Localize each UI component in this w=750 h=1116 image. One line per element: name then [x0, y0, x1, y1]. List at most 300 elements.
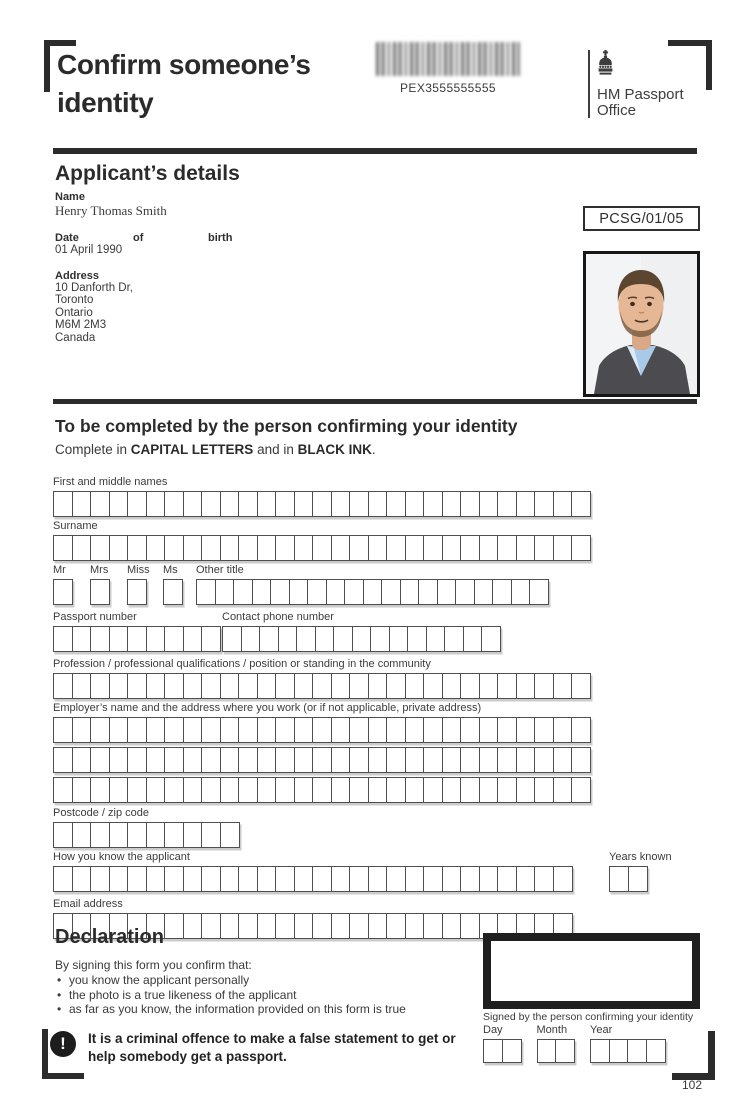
applicant-photo [583, 251, 700, 397]
char-box[interactable] [389, 626, 409, 652]
char-box[interactable] [460, 491, 480, 517]
ms-checkbox [163, 579, 183, 605]
address-line: Ontario [55, 306, 93, 319]
char-box[interactable] [479, 673, 499, 699]
char-box[interactable] [553, 747, 573, 773]
field-profession [53, 658, 697, 699]
char-box[interactable] [72, 535, 92, 561]
char-box[interactable] [442, 717, 462, 743]
char-box[interactable] [238, 717, 258, 743]
char-box[interactable] [127, 777, 147, 803]
char-box[interactable] [534, 673, 554, 699]
char-box[interactable] [201, 747, 221, 773]
instruction-black-ink: BLACK INK [297, 442, 372, 457]
char-box[interactable] [312, 535, 332, 561]
char-box[interactable] [183, 673, 203, 699]
char-box[interactable] [386, 777, 406, 803]
char-box[interactable] [423, 866, 443, 892]
char-box[interactable] [628, 866, 648, 892]
char-box[interactable] [238, 866, 258, 892]
char-box[interactable] [53, 777, 73, 803]
char-box[interactable] [442, 491, 462, 517]
char-box[interactable] [164, 777, 184, 803]
char-box[interactable] [534, 747, 554, 773]
char-box[interactable] [164, 822, 184, 848]
char-box[interactable] [516, 491, 536, 517]
char-box[interactable] [72, 777, 92, 803]
char-box[interactable] [163, 579, 183, 605]
page-title-line1: Confirm someone’s [57, 49, 311, 80]
char-box[interactable] [460, 717, 480, 743]
char-box[interactable] [516, 747, 536, 773]
char-box[interactable] [294, 717, 314, 743]
char-box[interactable] [275, 535, 295, 561]
char-box[interactable] [90, 673, 110, 699]
char-box[interactable] [164, 747, 184, 773]
char-box[interactable] [479, 491, 499, 517]
char-box[interactable] [238, 535, 258, 561]
char-box[interactable] [386, 535, 406, 561]
char-box[interactable] [307, 579, 327, 605]
char-box[interactable] [609, 866, 629, 892]
char-box[interactable] [270, 579, 290, 605]
char-box[interactable] [259, 626, 279, 652]
char-box[interactable] [53, 673, 73, 699]
char-box[interactable] [368, 535, 388, 561]
char-box[interactable] [442, 777, 462, 803]
char-box[interactable] [201, 673, 221, 699]
char-box[interactable] [407, 626, 427, 652]
char-box[interactable] [127, 579, 147, 605]
char-box[interactable] [479, 777, 499, 803]
name-value: Henry Thomas Smith [55, 203, 167, 218]
char-box[interactable] [492, 579, 512, 605]
char-box[interactable] [497, 535, 517, 561]
char-box[interactable] [312, 777, 332, 803]
char-box[interactable] [386, 866, 406, 892]
char-box[interactable] [534, 777, 554, 803]
char-box[interactable] [344, 579, 364, 605]
char-box[interactable] [220, 491, 240, 517]
char-box[interactable] [400, 579, 420, 605]
char-box[interactable] [312, 717, 332, 743]
char-box[interactable] [109, 491, 129, 517]
char-box[interactable] [109, 535, 129, 561]
char-box[interactable] [312, 491, 332, 517]
char-box[interactable] [109, 626, 129, 652]
char-box[interactable] [146, 626, 166, 652]
char-box[interactable] [164, 626, 184, 652]
char-box[interactable] [275, 747, 295, 773]
char-box[interactable] [275, 673, 295, 699]
char-box[interactable] [386, 717, 406, 743]
char-box[interactable] [553, 866, 573, 892]
char-box[interactable] [381, 579, 401, 605]
logo-line1: HM Passport [597, 86, 684, 103]
char-box[interactable] [90, 777, 110, 803]
char-box[interactable] [333, 626, 353, 652]
char-box[interactable] [349, 535, 369, 561]
char-box[interactable] [442, 866, 462, 892]
char-box[interactable] [183, 491, 203, 517]
completion-instruction [55, 442, 376, 457]
char-box[interactable] [53, 491, 73, 517]
char-box[interactable] [497, 747, 517, 773]
char-box[interactable] [423, 491, 443, 517]
char-box[interactable] [460, 673, 480, 699]
char-box[interactable] [72, 866, 92, 892]
char-box[interactable] [72, 626, 92, 652]
char-box[interactable] [257, 777, 277, 803]
char-box[interactable] [296, 626, 316, 652]
char-box[interactable] [90, 866, 110, 892]
char-box[interactable] [516, 866, 536, 892]
barcode-text: PEX3555555555 [400, 81, 496, 95]
char-box[interactable] [423, 777, 443, 803]
char-box[interactable] [294, 673, 314, 699]
char-box[interactable] [368, 866, 388, 892]
char-box[interactable] [90, 717, 110, 743]
char-box[interactable] [331, 535, 351, 561]
char-box[interactable] [368, 717, 388, 743]
char-box[interactable] [257, 747, 277, 773]
char-box[interactable] [127, 822, 147, 848]
char-box[interactable] [497, 866, 517, 892]
char-box[interactable] [481, 626, 501, 652]
char-box[interactable] [386, 491, 406, 517]
char-box[interactable] [627, 1039, 647, 1063]
char-box[interactable] [460, 747, 480, 773]
char-box[interactable] [220, 535, 240, 561]
char-box[interactable] [331, 673, 351, 699]
char-box[interactable] [146, 535, 166, 561]
char-box[interactable] [127, 747, 147, 773]
char-box[interactable] [183, 777, 203, 803]
char-box[interactable] [349, 491, 369, 517]
char-box[interactable] [315, 626, 335, 652]
char-box[interactable] [109, 747, 129, 773]
field-label: Mr [53, 564, 66, 576]
char-box[interactable] [72, 822, 92, 848]
char-box[interactable] [146, 491, 166, 517]
char-box[interactable] [294, 535, 314, 561]
char-box[interactable] [423, 673, 443, 699]
char-box[interactable] [331, 866, 351, 892]
char-box[interactable] [164, 535, 184, 561]
char-box[interactable] [183, 717, 203, 743]
char-box[interactable] [201, 535, 221, 561]
char-box[interactable] [423, 747, 443, 773]
char-box[interactable] [201, 777, 221, 803]
field-contact-phone [222, 611, 501, 652]
char-box[interactable] [405, 673, 425, 699]
char-box[interactable] [220, 866, 240, 892]
char-box[interactable] [571, 491, 591, 517]
char-box[interactable] [483, 1039, 503, 1063]
char-box[interactable] [460, 777, 480, 803]
char-box[interactable] [349, 747, 369, 773]
char-box[interactable] [455, 579, 475, 605]
char-box[interactable] [349, 777, 369, 803]
char-box[interactable] [53, 866, 73, 892]
char-box[interactable] [405, 866, 425, 892]
char-box[interactable] [368, 747, 388, 773]
char-box[interactable] [516, 535, 536, 561]
char-box[interactable] [497, 491, 517, 517]
char-box[interactable] [238, 491, 258, 517]
char-box[interactable] [516, 673, 536, 699]
char-box[interactable] [534, 491, 554, 517]
char-box[interactable] [534, 535, 554, 561]
char-box[interactable] [220, 673, 240, 699]
char-box[interactable] [183, 747, 203, 773]
char-box[interactable] [460, 866, 480, 892]
char-box[interactable] [233, 579, 253, 605]
month-boxes [537, 1039, 576, 1063]
char-box[interactable] [53, 747, 73, 773]
char-box[interactable] [349, 673, 369, 699]
char-box[interactable] [90, 491, 110, 517]
char-box[interactable] [257, 491, 277, 517]
char-box[interactable] [90, 535, 110, 561]
instruction-capital-letters: CAPITAL LETTERS [130, 442, 254, 457]
char-box[interactable] [349, 717, 369, 743]
char-box[interactable] [646, 1039, 666, 1063]
char-box[interactable] [127, 717, 147, 743]
char-box[interactable] [196, 579, 216, 605]
warning-icon: ! [50, 1031, 76, 1057]
char-box[interactable] [275, 491, 295, 517]
char-box[interactable] [326, 579, 346, 605]
char-box[interactable] [146, 866, 166, 892]
char-box[interactable] [220, 717, 240, 743]
char-box[interactable] [423, 717, 443, 743]
char-box[interactable] [146, 747, 166, 773]
char-box[interactable] [257, 535, 277, 561]
char-box[interactable] [294, 491, 314, 517]
char-box[interactable] [164, 491, 184, 517]
char-box[interactable] [109, 673, 129, 699]
char-box[interactable] [257, 717, 277, 743]
char-box[interactable] [609, 1039, 629, 1063]
employer-boxes-row1 [53, 717, 591, 743]
char-box[interactable] [497, 717, 517, 743]
char-box[interactable] [312, 866, 332, 892]
char-box[interactable] [238, 673, 258, 699]
char-box[interactable] [442, 747, 462, 773]
char-box[interactable] [460, 535, 480, 561]
char-box[interactable] [72, 491, 92, 517]
char-box[interactable] [53, 822, 73, 848]
title-option-ms [163, 564, 183, 605]
declaration-block [55, 926, 475, 1017]
char-box[interactable] [238, 777, 258, 803]
char-box[interactable] [479, 535, 499, 561]
char-box[interactable] [571, 535, 591, 561]
char-box[interactable] [252, 579, 272, 605]
char-box[interactable] [352, 626, 372, 652]
declaration-bullet: • the photo is a true likeness of the applicant [55, 988, 475, 1003]
char-box[interactable] [257, 673, 277, 699]
char-box[interactable] [127, 535, 147, 561]
char-box[interactable] [72, 747, 92, 773]
char-box[interactable] [146, 777, 166, 803]
char-box[interactable] [534, 717, 554, 743]
char-box[interactable] [405, 717, 425, 743]
char-box[interactable] [201, 626, 221, 652]
char-box[interactable] [423, 535, 443, 561]
mr-checkbox [53, 579, 73, 605]
char-box[interactable] [463, 626, 483, 652]
char-box[interactable] [109, 822, 129, 848]
char-box[interactable] [553, 673, 573, 699]
char-box[interactable] [405, 491, 425, 517]
char-box[interactable] [368, 673, 388, 699]
char-box[interactable] [222, 626, 242, 652]
char-box[interactable] [370, 626, 390, 652]
address-line: 10 Danforth Dr, [55, 281, 133, 294]
char-box[interactable] [474, 579, 494, 605]
char-box[interactable] [127, 866, 147, 892]
char-box[interactable] [72, 717, 92, 743]
char-box[interactable] [241, 626, 261, 652]
char-box[interactable] [164, 717, 184, 743]
char-box[interactable] [363, 579, 383, 605]
char-box[interactable] [349, 866, 369, 892]
char-box[interactable] [571, 717, 591, 743]
char-box[interactable] [238, 747, 258, 773]
char-box[interactable] [405, 747, 425, 773]
declaration-heading: Declaration [55, 926, 164, 948]
char-box[interactable] [90, 822, 110, 848]
char-box[interactable] [278, 626, 298, 652]
char-box[interactable] [183, 535, 203, 561]
field-postcode [53, 807, 697, 848]
char-box[interactable] [331, 717, 351, 743]
char-box[interactable] [257, 866, 277, 892]
char-box[interactable] [571, 673, 591, 699]
char-box[interactable] [294, 747, 314, 773]
char-box[interactable] [294, 866, 314, 892]
char-box[interactable] [368, 491, 388, 517]
char-box[interactable] [201, 866, 221, 892]
char-box[interactable] [72, 673, 92, 699]
field-label: Surname [53, 520, 98, 532]
char-box[interactable] [386, 747, 406, 773]
char-box[interactable] [90, 579, 110, 605]
char-box[interactable] [201, 822, 221, 848]
char-box[interactable] [511, 579, 531, 605]
char-box[interactable] [444, 626, 464, 652]
char-box[interactable] [516, 777, 536, 803]
char-box[interactable] [164, 673, 184, 699]
char-box[interactable] [275, 717, 295, 743]
char-box[interactable] [53, 579, 73, 605]
char-box[interactable] [405, 535, 425, 561]
char-box[interactable] [479, 717, 499, 743]
char-box[interactable] [53, 626, 73, 652]
char-box[interactable] [442, 673, 462, 699]
char-box[interactable] [183, 866, 203, 892]
char-box[interactable] [405, 777, 425, 803]
char-box[interactable] [426, 626, 446, 652]
signature-caption: Signed by the person confirming your identity [483, 1011, 694, 1023]
signature-box[interactable] [483, 933, 700, 1009]
char-box[interactable] [537, 1039, 557, 1063]
char-box[interactable] [294, 777, 314, 803]
char-box[interactable] [418, 579, 438, 605]
char-box[interactable] [127, 491, 147, 517]
char-box[interactable] [146, 717, 166, 743]
char-box[interactable] [497, 673, 517, 699]
char-box[interactable] [127, 673, 147, 699]
char-box[interactable] [386, 673, 406, 699]
char-box[interactable] [164, 866, 184, 892]
char-box[interactable] [289, 579, 309, 605]
char-box[interactable] [479, 866, 499, 892]
char-box[interactable] [201, 491, 221, 517]
char-box[interactable] [571, 777, 591, 803]
char-box[interactable] [215, 579, 235, 605]
char-box[interactable] [275, 866, 295, 892]
barcode-image [376, 42, 520, 76]
char-box[interactable] [437, 579, 457, 605]
char-box[interactable] [220, 777, 240, 803]
char-box[interactable] [590, 1039, 610, 1063]
char-box[interactable] [529, 579, 549, 605]
field-label: Year [590, 1024, 613, 1036]
char-box[interactable] [571, 747, 591, 773]
char-box[interactable] [220, 747, 240, 773]
char-box[interactable] [479, 747, 499, 773]
char-box[interactable] [183, 626, 203, 652]
char-box[interactable] [146, 822, 166, 848]
char-box[interactable] [553, 777, 573, 803]
char-box[interactable] [331, 491, 351, 517]
declaration-bullet: • as far as you know, the information provided on this form is true [55, 1002, 475, 1017]
char-box[interactable] [534, 866, 554, 892]
char-box[interactable] [146, 673, 166, 699]
char-box[interactable] [497, 777, 517, 803]
char-box[interactable] [312, 673, 332, 699]
char-box[interactable] [553, 491, 573, 517]
char-box[interactable] [109, 866, 129, 892]
char-box[interactable] [312, 747, 332, 773]
char-box[interactable] [90, 747, 110, 773]
char-box[interactable] [275, 777, 295, 803]
char-box[interactable] [553, 535, 573, 561]
char-box[interactable] [90, 626, 110, 652]
char-box[interactable] [555, 1039, 575, 1063]
char-box[interactable] [53, 535, 73, 561]
char-box[interactable] [127, 626, 147, 652]
char-box[interactable] [201, 717, 221, 743]
barcode-block [376, 42, 520, 95]
char-box[interactable] [331, 777, 351, 803]
char-box[interactable] [109, 777, 129, 803]
char-box[interactable] [220, 822, 240, 848]
field-label: Day [483, 1024, 503, 1036]
char-box[interactable] [53, 717, 73, 743]
char-box[interactable] [368, 777, 388, 803]
char-box[interactable] [109, 717, 129, 743]
char-box[interactable] [553, 717, 573, 743]
char-box[interactable] [502, 1039, 522, 1063]
char-box[interactable] [183, 822, 203, 848]
char-box[interactable] [516, 717, 536, 743]
char-box[interactable] [331, 747, 351, 773]
char-box[interactable] [442, 535, 462, 561]
